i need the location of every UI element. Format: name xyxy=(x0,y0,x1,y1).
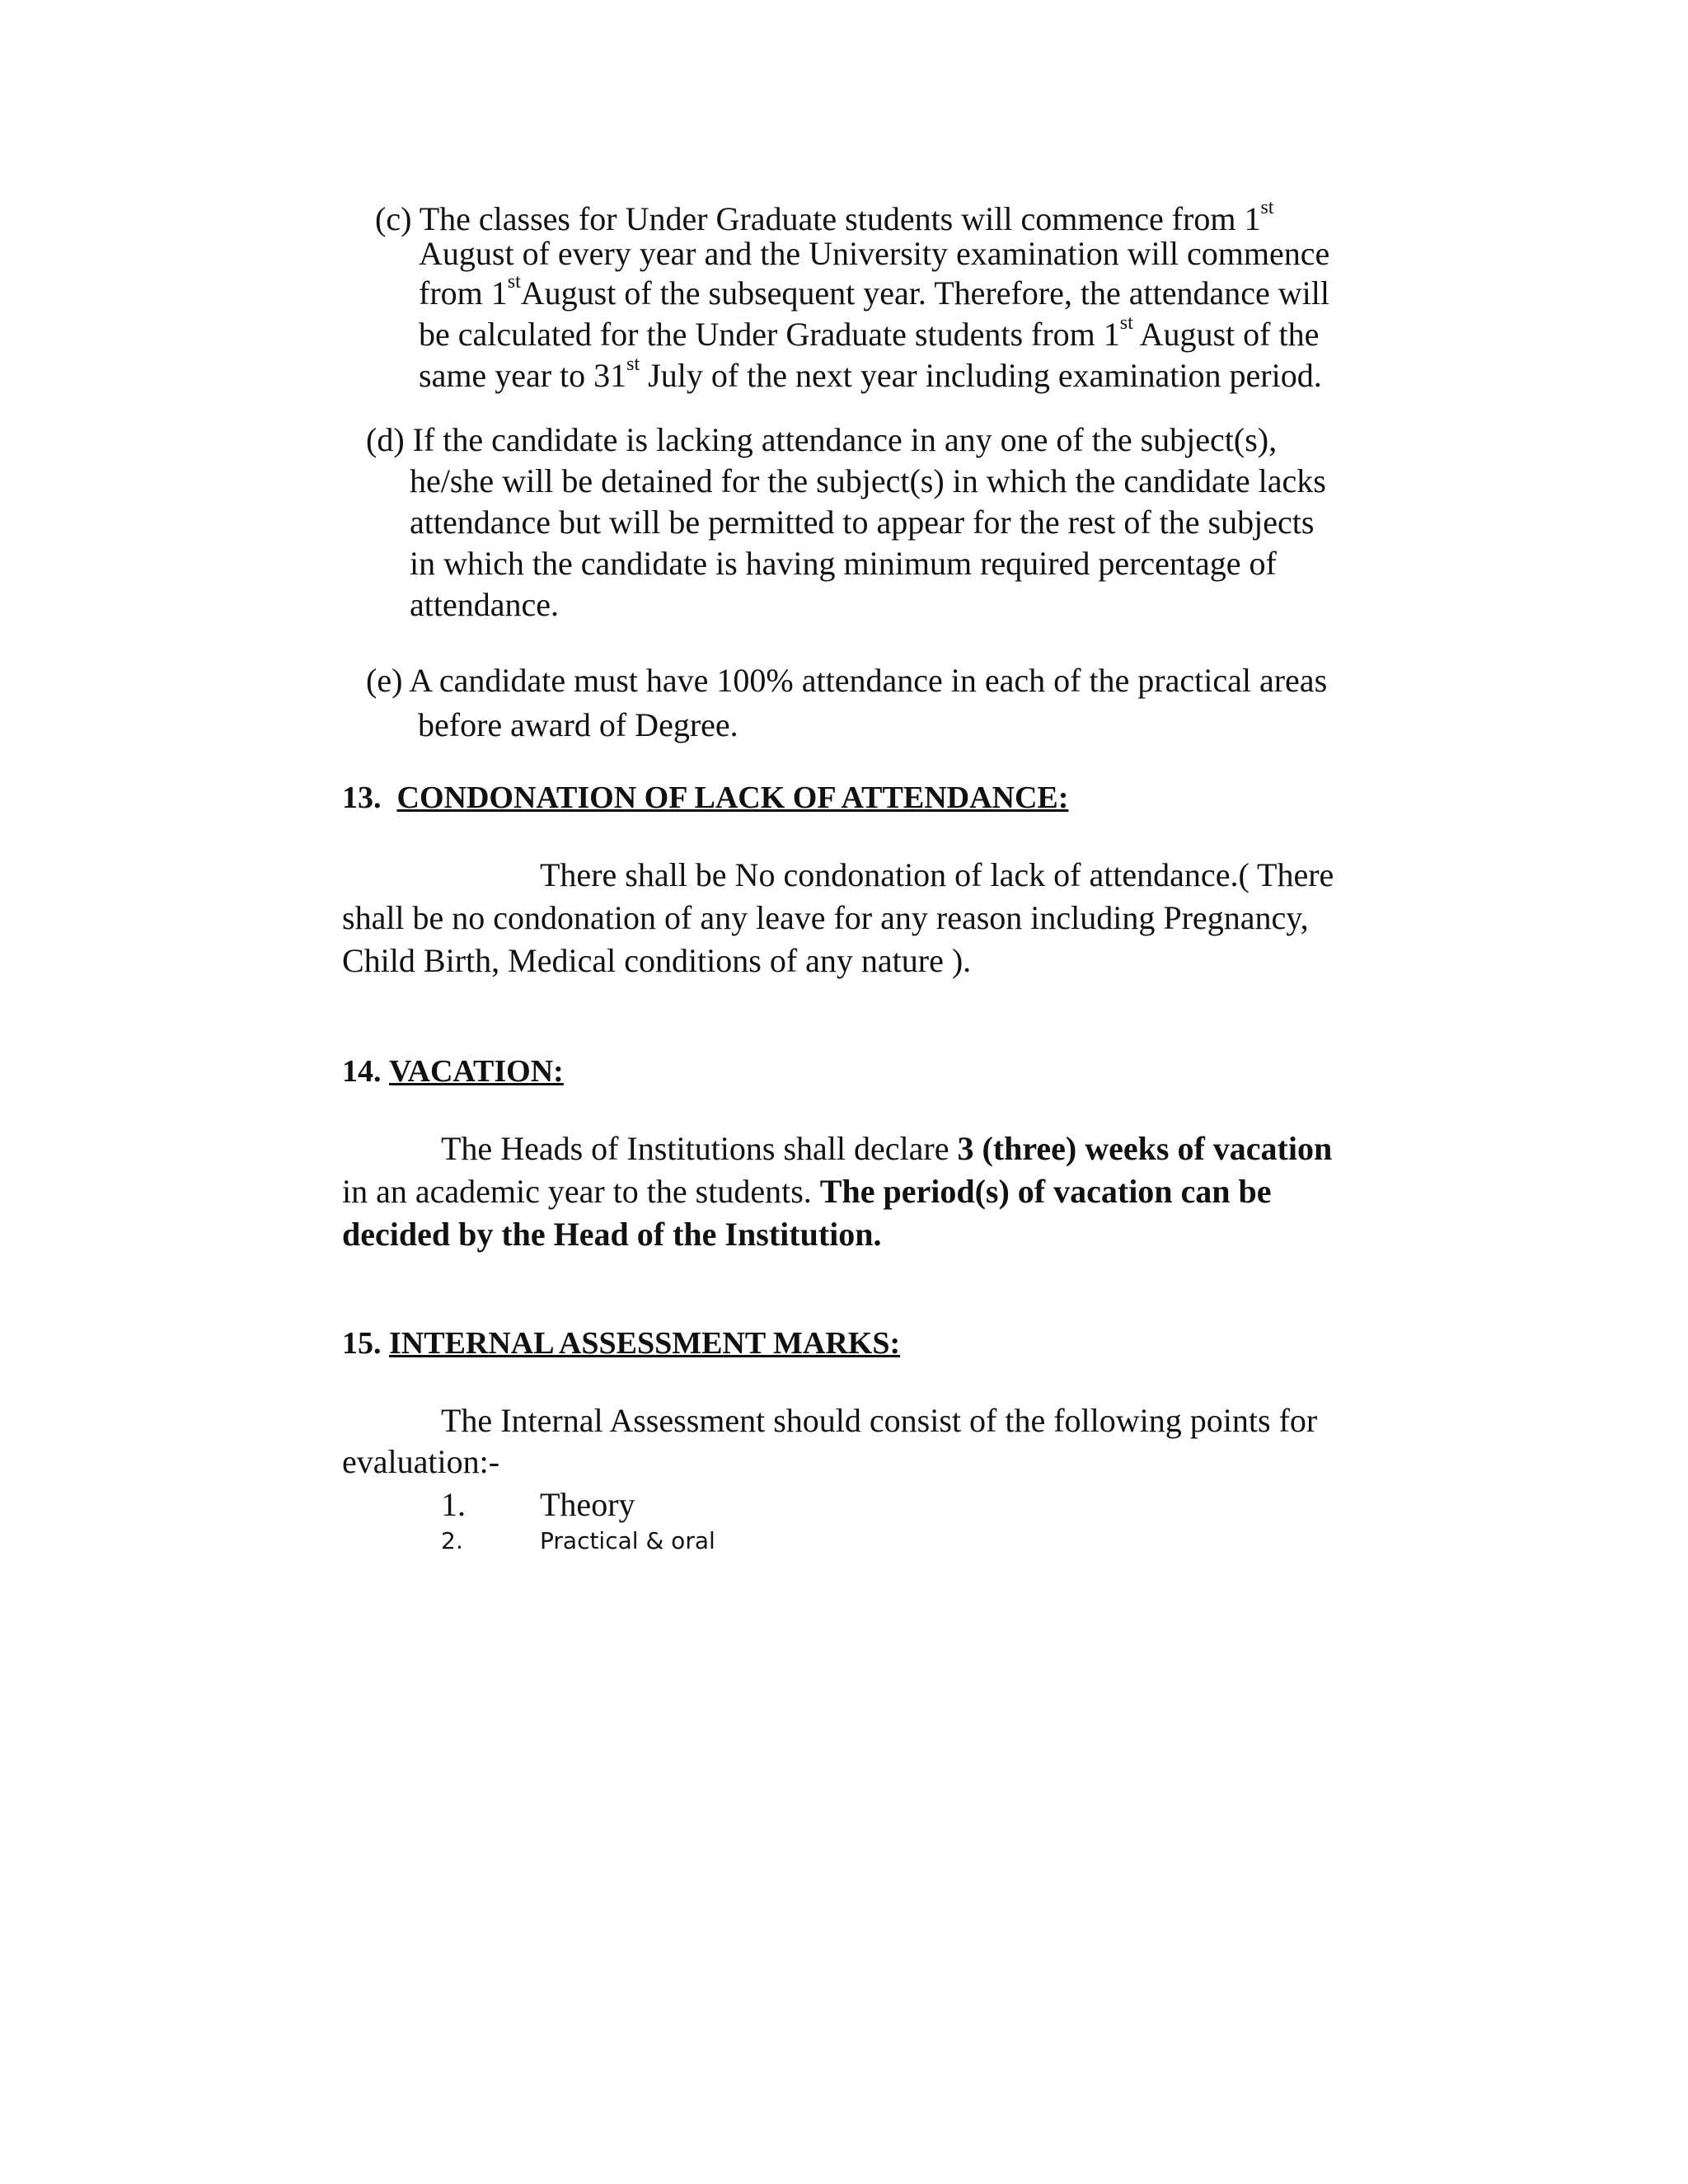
section-13-line-3: Child Birth, Medical conditions of any nature ). xyxy=(342,942,972,979)
list-item-number: 1. xyxy=(441,1486,466,1523)
emphasis: The period(s) of vacation can be xyxy=(819,1173,1272,1210)
section-14-line-3: decided by the Head of the Institution. xyxy=(342,1216,882,1253)
emphasis: 3 (three) weeks of vacation xyxy=(957,1130,1333,1167)
clause-d-line-5: attendance. xyxy=(410,586,559,623)
section-13-heading xyxy=(342,778,1068,818)
section-number: 14. xyxy=(342,1054,382,1089)
clause-d-label: (d) xyxy=(366,421,405,458)
section-15-heading xyxy=(342,1324,900,1363)
superscript: st xyxy=(1260,196,1274,218)
clause-e-label: (e) xyxy=(366,662,403,699)
section-title: VACATION: xyxy=(389,1054,564,1089)
section-13-line-1: There shall be No condonation of lack of attendance.( There xyxy=(540,856,1334,893)
list-item xyxy=(441,1526,715,1556)
superscript: st xyxy=(1119,312,1133,334)
section-title: CONDONATION OF LACK OF ATTENDANCE: xyxy=(396,780,1069,815)
clause-e-line-1: (e) A candidate must have 100% attendance in each of the practical areas xyxy=(366,662,1328,699)
section-14-line-1: The Heads of Institutions shall declare 3 (three) weeks of vacation xyxy=(441,1130,1333,1167)
clause-d-line-4: in which the candidate is having minimum required percentage of xyxy=(410,545,1277,582)
clause-c-text: The classes for Under Graduate students will commence from 1 xyxy=(419,200,1261,237)
superscript: st xyxy=(507,270,521,293)
clause-c-line-1 xyxy=(375,196,1274,239)
clause-c-label: (c) xyxy=(375,200,412,237)
clause-c-line-3: from 1stAugust of the subsequent year. Therefore, the attendance will xyxy=(419,270,1329,312)
list-item-text: Theory xyxy=(540,1486,635,1523)
section-14-line-2: in an academic year to the students. The period(s) of vacation can be xyxy=(342,1173,1272,1210)
clause-d-line-2: he/she will be detained for the subject(s) in which the candidate lacks xyxy=(410,462,1326,499)
superscript: st xyxy=(626,353,640,375)
clause-c-line-2: August of every year and the University examination will commence xyxy=(419,235,1330,272)
section-15-line-1: The Internal Assessment should consist of the following points for xyxy=(441,1402,1318,1439)
list-item xyxy=(441,1485,635,1525)
clause-c-line-5: same year to 31st July of the next year including examination period. xyxy=(419,353,1322,394)
list-item-text: Practical & oral xyxy=(540,1527,715,1554)
section-13-line-2: shall be no condonation of any leave for any reason including Pregnancy, xyxy=(342,899,1309,936)
clause-d-line-3: attendance but will be permitted to appear for the rest of the subjects xyxy=(410,504,1315,541)
clause-c-line-4: be calculated for the Under Graduate students from 1st August of the xyxy=(419,312,1320,353)
section-15-line-2: evaluation:- xyxy=(342,1443,500,1480)
clause-d-line-1: (d) If the candidate is lacking attendance in any one of the subject(s), xyxy=(366,421,1278,458)
section-14-heading xyxy=(342,1052,564,1091)
list-item-number: 2. xyxy=(441,1527,463,1554)
section-number: 13. xyxy=(342,780,382,815)
section-number: 15. xyxy=(342,1326,382,1361)
clause-e-line-2: before award of Degree. xyxy=(418,706,738,743)
section-title: INTERNAL ASSESSMENT MARKS: xyxy=(389,1326,901,1361)
